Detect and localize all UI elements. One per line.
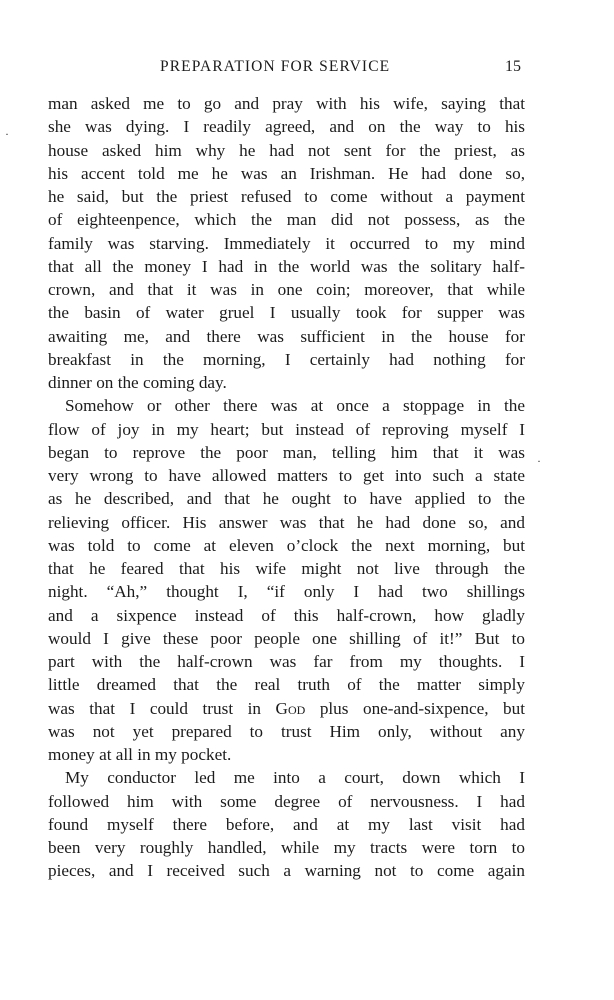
text-line: night. “Ah,” thought I, “if only I had two shillings <box>48 582 525 602</box>
text-line: found myself there before, and at my last visit had <box>48 814 525 834</box>
text-line: the basin of water gruel I usually took for supper was <box>48 303 525 323</box>
text-line: dinner on the coming day. <box>48 373 227 392</box>
text-line: began to reprove the poor man, telling him that it was <box>48 442 525 462</box>
text-line: Somehow or other there was at once a stoppage in the <box>65 396 525 416</box>
text-line: his accent told me he was an Irishman. He had done so, <box>48 163 525 183</box>
text-line: breakfast in the morning, I certainly had nothing for <box>48 349 525 369</box>
text-line: little dreamed that the real truth of the matter simply <box>48 675 525 695</box>
text-line: she was dying. I readily agreed, and on the way to his <box>48 117 525 137</box>
text-line: very wrong to have allowed matters to get into such a state <box>48 466 525 485</box>
text-line: was not yet prepared to trust Him only, without any <box>48 721 525 741</box>
text-fragment: was that I could trust in <box>48 698 261 718</box>
text-line: he said, but the priest refused to come without a payment <box>48 187 525 206</box>
running-head <box>0 58 614 84</box>
text-line: pieces, and I received such a warning not to come again <box>48 861 525 881</box>
text-line: was told to come at eleven o’clock the next morning, but <box>48 535 525 555</box>
text-line: and a sixpence instead of this half-crown, how gladly <box>48 605 525 625</box>
text-line: of eighteenpence, which the man did not possess, as the <box>48 210 525 230</box>
text-line: would I give these poor people one shilling of it!” But to <box>48 628 525 648</box>
text-line: been very roughly handled, while my tracts were torn to <box>48 838 525 857</box>
text-line: money at all in my pocket. <box>48 745 232 764</box>
running-title: PREPARATION FOR SERVICE <box>160 58 391 75</box>
text-fragment: plus one-and-sixpence, but <box>305 698 525 718</box>
text-line: crown, and that it was in one coin; moreover, that while <box>48 280 525 299</box>
text-line: house asked him why he had not sent for the priest, as <box>48 140 525 160</box>
text-line: relieving officer. His answer was that he had done so, and <box>48 512 525 532</box>
text-line: followed him with some degree of nervousness. I had <box>48 791 525 811</box>
small-caps-word: God <box>275 698 306 718</box>
text-line <box>48 697 525 720</box>
text-line: that all the money I had in the world was the solitary half- <box>48 256 525 276</box>
text-line: man asked me to go and pray with his wife, saying that <box>48 94 525 113</box>
text-line: part with the half-crown was far from my thoughts. I <box>48 652 525 671</box>
text-line: awaiting me, and there was sufficient in the house for <box>48 326 525 346</box>
text-line: flow of joy in my heart; but instead of reproving myself I <box>48 419 525 439</box>
page-number: 15 <box>505 58 521 75</box>
margin-mark-left: · <box>5 127 9 141</box>
text-line: as he described, and that he ought to have applied to the <box>48 489 525 509</box>
text-line: My conductor led me into a court, down which I <box>65 768 525 788</box>
text-line: that he feared that his wife might not live through the <box>48 559 525 578</box>
text-line: family was starving. Immediately it occurred to my mind <box>48 233 525 253</box>
body-text <box>48 92 525 883</box>
margin-mark-right: · <box>537 454 541 468</box>
